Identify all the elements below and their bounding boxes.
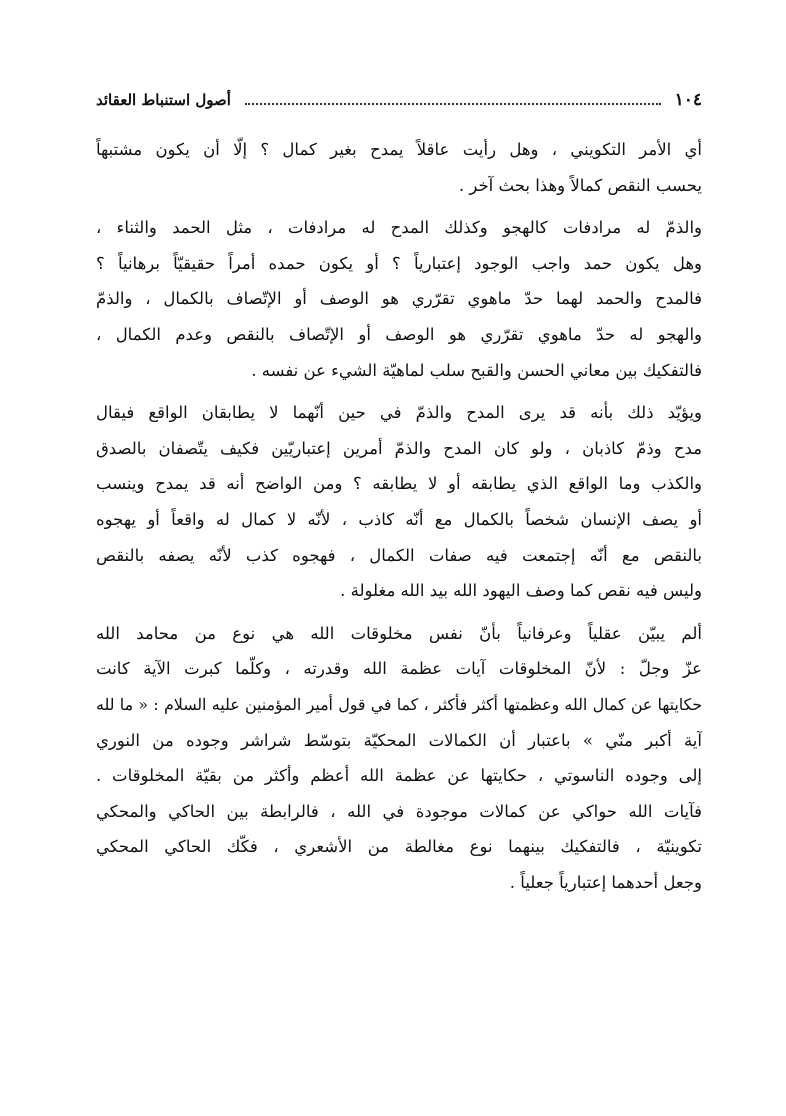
paragraph (96, 210, 702, 388)
page-number: ١٠٤ (674, 90, 702, 110)
header-dotted-leader (245, 103, 661, 105)
text-line: وهل يكون حمد واجب الوجود إعتبارياً ؟ أو يكون حمده أمراً حقيقيّاً برهانياً ؟ (96, 253, 702, 273)
text-line: يحسب النقص كمالاً وهذا بحث آخر . (458, 175, 702, 195)
text-line: فالتفكيك بين معاني الحسن والقبح سلب لماهيّة الشيء عن نفسه . (251, 360, 702, 380)
text-line: والكذب وما الواقع الذي يطابقه أو لا يطابقه ؟ ومن الواضح أنه قد يمدح وينسب (96, 474, 702, 494)
paragraph (96, 395, 702, 609)
text-line: فالمدح والحمد لهما حدّ ماهوي تقرّري هو الوصف أو الإتّصاف بالكمال ، والذمّ (96, 289, 702, 309)
text-line: مدح وذمّ كاذبان ، ولو كان المدح والذمّ أمرين إعتباريّين فكيف يتّصفان بالصدق (96, 438, 702, 458)
text-line: ألم يبيّن عقلياً وعرفانياً بأنّ نفس مخلوقات الله هي نوع من محامد الله (96, 623, 702, 643)
paragraph (96, 132, 702, 203)
body-text (96, 132, 702, 900)
text-line: والهجو له حدّ ماهوي تقرّري هو الوصف أو الإتّصاف بالنقص وعدم الكمال ، (96, 324, 702, 344)
text-line: والذمّ له مرادفات كالهجو وكذلك المدح له مرادفات ، مثل الحمد والثناء ، (96, 218, 702, 238)
text-line: ويؤيّد ذلك بأنه قد يرى المدح والذمّ في حين أنّهما لا يطابقان الواقع فيقال (96, 403, 702, 423)
text-line: فآيات الله حواكي عن كمالات موجودة في الله ، فالرابطة بين الحاكي والمحكي (96, 801, 702, 821)
text-line: حكايتها عن كمال الله وعظمتها أكثر فأكثر ، كما في قول أمير المؤمنين عليه السلام : « ما لله (96, 694, 702, 714)
text-line: وليس فيه نقص كما وصف اليهود الله بيد الله مغلولة . (340, 581, 702, 601)
text-line: بالنقص مع أنّه إجتمعت فيه صفات الكمال ، فهجوه كذب لأنّه يصفه بالنقص (96, 545, 702, 565)
paragraph (96, 616, 702, 901)
running-header (96, 80, 702, 120)
text-line: تكوينيّة ، فالتفكيك بينهما نوع مغالطة من الأشعري ، فكّك الحاكي المحكي (96, 837, 702, 857)
book-page (96, 80, 702, 907)
text-line: وجعل أحدهما إعتبارياً جعلياً . (509, 872, 702, 892)
running-book-title: أصول استنباط العقائد (96, 91, 231, 109)
text-line: أو يصف الإنسان شخصاً بالكمال مع أنّه كاذب ، لأنّه لا كمال له واقعاً أو يهجوه (96, 509, 702, 529)
text-line: آية أكبر منّي » باعتبار أن الكمالات المحكيّة بتوسّط شراشر وجوده من النوري (96, 730, 702, 750)
text-line: أي الأمر التكويني ، وهل رأيت عاقلاً يمدح بغير كمال ؟ إلّا أن يكون مشتبهاً (96, 140, 702, 159)
text-line: عزّ وجلّ : لأنّ المخلوقات آيات عظمة الله وقدرته ، وكلّما كبرت الآية كانت (96, 659, 702, 679)
text-line: إلى وجوده الناسوتي ، حكايتها عن عظمة الله أعظم وأكثر من بقيّة المخلوقات . (96, 766, 702, 786)
